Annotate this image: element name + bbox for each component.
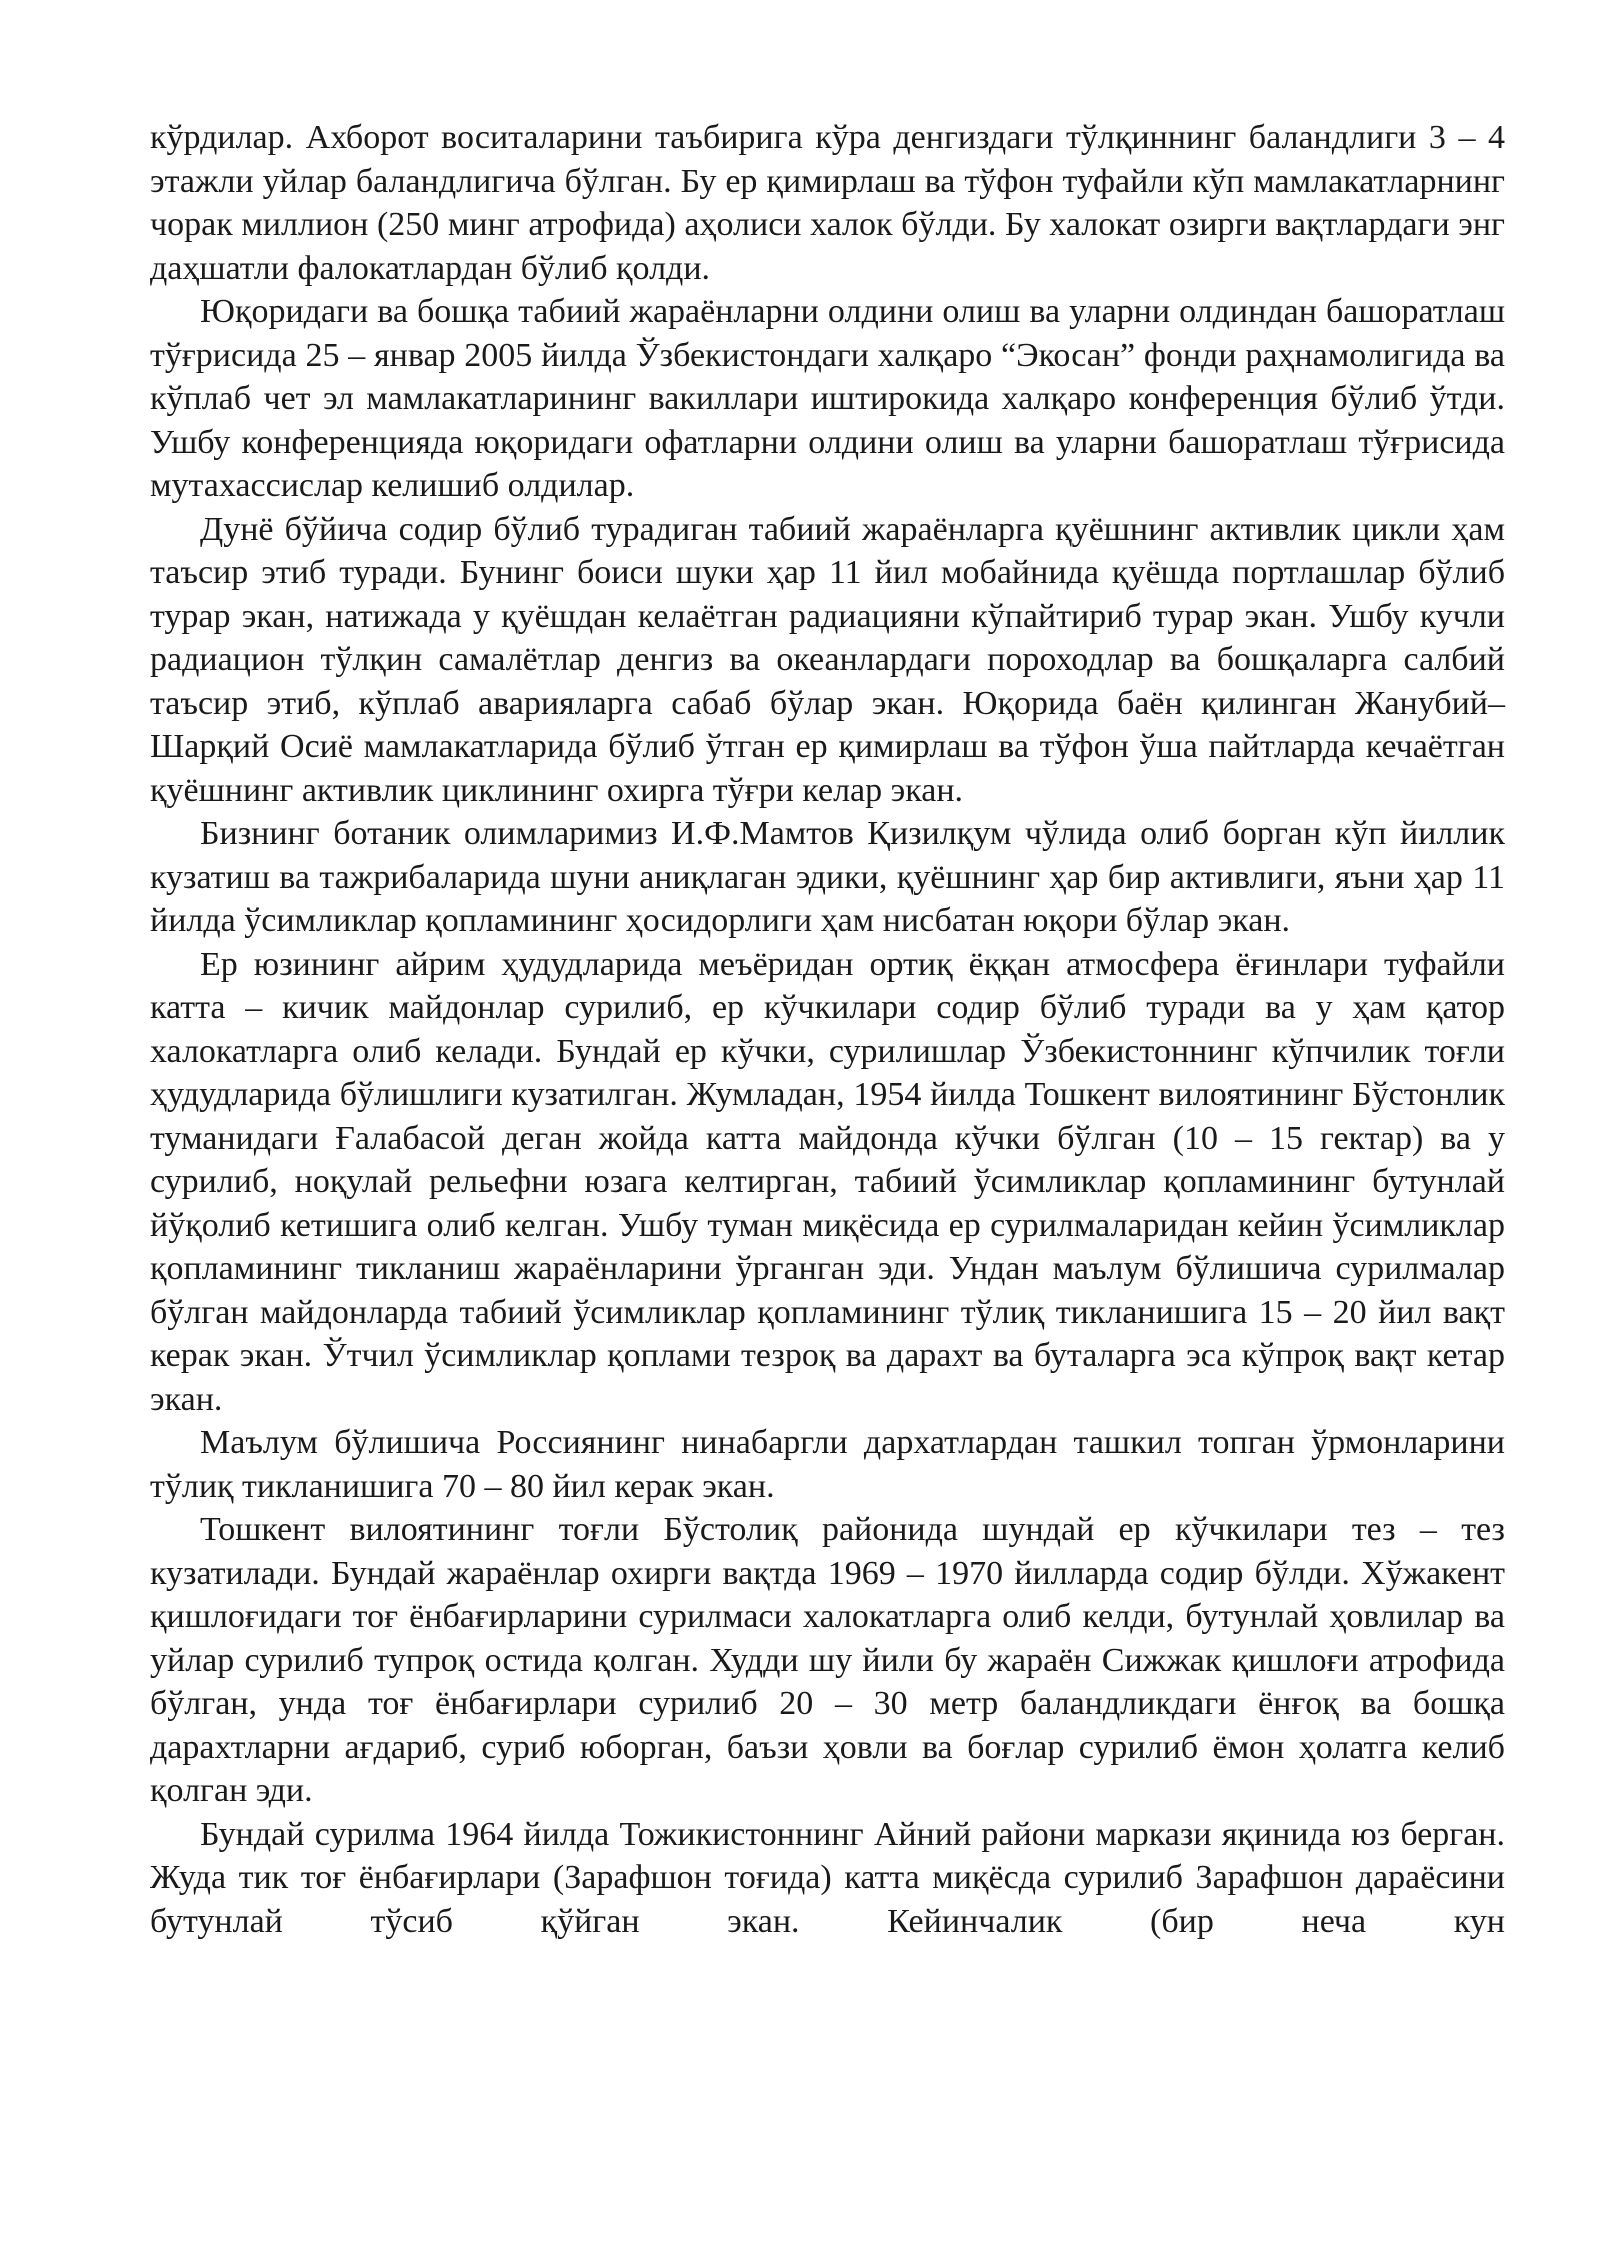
- paragraph-4: Бизнинг ботаник олимларимиз И.Ф.Мамтов Қизилқум чўлида олиб борган кўп йиллик кузатиш ва тажрибаларида шуни аниқлаган эдики, қуёшнинг ҳар бир активлиги, яъни ҳар 11 йилда ўсимликлар қопламининг ҳосидорлиги ҳам нисбатан юқори бўлар экан.: [150, 815, 1505, 939]
- paragraph-3: Дунё бўйича содир бўлиб турадиган табиий жараёнларга қуёшнинг активлик цикли ҳам таъсир этиб туради. Бунинг боиси шуки ҳар 11 йил мобайнида қуёшда портлашлар бўлиб турар экан, натижада у қуёшдан келаётган радиацияни кўпайтириб турар экан. Ушбу кучли радиацион тўлқин самалётлар денгиз ва океанлардаги пороходлар ва бошқаларга салбий таъсир этиб, кўплаб аварияларга сабаб бўлар экан. Юқорида баён қилинган Жанубий–Шарқий Осиё мамлакатларида бўлиб ўтган ер қимирлаш ва тўфон ўша пайтларда кечаётган қуёшнинг активлик циклининг охирга тўғри келар экан.: [150, 510, 1505, 809]
- paragraph-5: Ер юзининг айрим ҳудудларида меъёридан ортиқ ёққан атмосфера ёғинлари туфайли катта – кичик майдонлар сурилиб, ер кўчкилари содир бўлиб туради ва у ҳам қатор халокатларга олиб келади. Бундай ер кўчки, сурилишлар Ўзбекистоннинг кўпчилик тоғли ҳудудларида бўлишлиги кузатилган. Жумладан, 1954 йилда Тошкент вилоятининг Бўстонлик туманидаги Ғалабасой деган жойда катта майдонда кўчки бўлган (10 – 15 гектар) ва у сурилиб, ноқулай рельефни юзага келтирган, табиий ўсимликлар қопламининг бутунлай йўқолиб кетишига олиб келган. Ушбу туман миқёсида ер сурилмаларидан кейин ўсимликлар қопламининг тикланиш жараёнларини ўрганган эди. Ундан маълум бўлишича сурилмалар бўлган майдонларда табиий ўсимликлар қопламининг тўлиқ тикланишига 15 – 20 йил вақт керак экан. Ўтчил ўсимликлар қоплами тезроқ ва дарахт ва буталарга эса кўпроқ вақт кетар экан.: [150, 945, 1505, 1418]
- document-page: [150, 116, 1505, 1943]
- paragraph-1: кўрдилар. Ахборот воситаларини таъбирига кўра денгиздаги тўлқиннинг баландлиги 3 – 4 этажли уйлар баландлигича бўлган. Бу ер қимирлаш ва тўфон туфайли кўп мамлакатларнинг чорак миллион (250 минг атрофида) аҳолиси халок бўлди. Бу халокат озирги вақтлардаги энг даҳшатли фалокатлардан бўлиб қолди.: [150, 119, 1505, 287]
- paragraph-2: Юқоридаги ва бошқа табиий жараёнларни олдини олиш ва уларни олдиндан башоратлаш тўғрисида 25 – январ 2005 йилда Ўзбекистондаги халқаро “Экосан” фонди раҳнамолигида ва кўплаб чет эл мамлакатларининг вакиллари иштирокида халқаро конференция бўлиб ўтди. Ушбу конференцияда юқоридаги офатларни олдини олиш ва уларни башоратлаш тўғрисида мутахассислар келишиб олдилар.: [150, 293, 1505, 504]
- paragraph-8: Бундай сурилма 1964 йилда Тожикистоннинг Айний райони маркази яқинида юз берган. Жуда тик тоғ ёнбағирлари (Зарафшон тоғида) катта миқёсда сурилиб Зарафшон дараёсини бутунлай тўсиб қўйган экан. Кейинчалик (бир неча кун: [150, 1815, 1505, 1940]
- paragraph-6: Маълум бўлишича Россиянинг нинабаргли дархатлардан ташкил топган ўрмонларини тўлиқ тикланишига 70 – 80 йил керак экан.: [150, 1424, 1505, 1505]
- paragraph-7: Тошкент вилоятининг тоғли Бўстолиқ районида шундай ер кўчкилари тез – тез кузатилади. Бундай жараёнлар охирги вақтда 1969 – 1970 йилларда содир бўлди. Хўжакент қишлоғидаги тоғ ёнбағирларини сурилмаси халокатларга олиб келди, бутунлай ҳовлилар ва уйлар сурилиб тупроқ остида қолган. Худди шу йили бу жараён Сижжак қишлоғи атрофида бўлган, унда тоғ ёнбағирлари сурилиб 20 – 30 метр баландликдаги ёнғоқ ва бошқа дарахтларни ағдариб, суриб юборган, баъзи ҳовли ва боғлар сурилиб ёмон ҳолатга келиб қолган эди.: [150, 1511, 1505, 1809]
